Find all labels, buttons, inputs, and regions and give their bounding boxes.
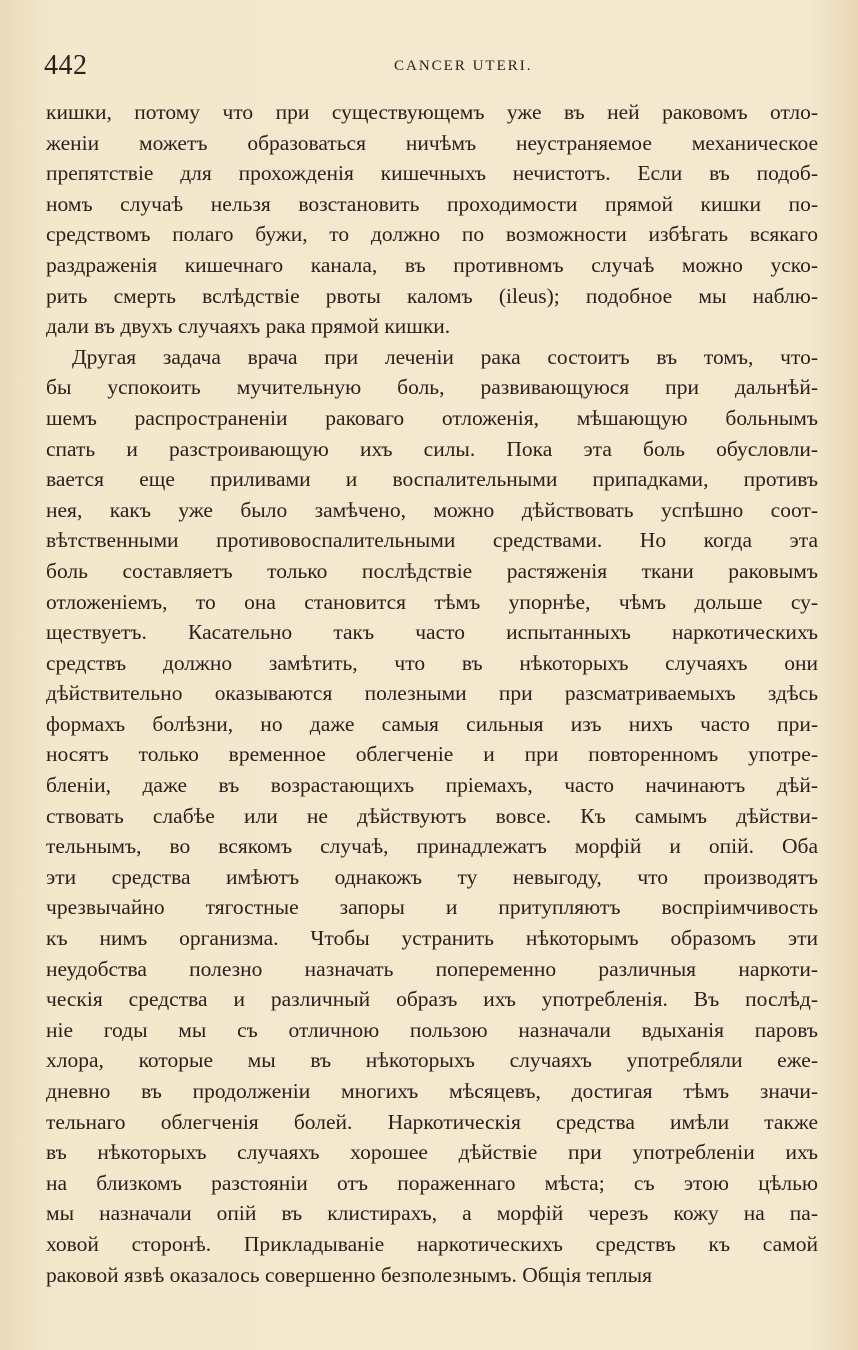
text-line: раковой язвѣ оказалось совершенно безполезнымъ. Общія теплыя: [46, 1262, 652, 1287]
text-line: шемъ распространеніи раковаго отложенія, мѣшающую больнымъ: [46, 405, 818, 430]
paragraph-start-line: Другая задача врача при леченіи рака состоитъ въ томъ, что-: [72, 344, 818, 369]
text-line: ніе годы мы съ отличною пользою назначали вдыханія паровъ: [46, 1017, 818, 1042]
text-line: тельнымъ, во всякомъ случаѣ, принадлежатъ морфій и опій. Оба: [46, 834, 818, 859]
text-line: дневно въ продолженіи многихъ мѣсяцевъ, достигая тѣмъ значи-: [46, 1079, 818, 1103]
text-line: эти средства имѣютъ однакожъ ту невыгоду, что производятъ: [46, 864, 818, 889]
text-line: дали въ двухъ случаяхъ рака прямой кишки.: [46, 314, 451, 339]
text-line: тельнаго облегченія болей. Наркотическія средства имѣли также: [46, 1109, 818, 1134]
text-line: отложеніемъ, то она становится тѣмъ упорнѣе, чѣмъ дольше су-: [46, 589, 818, 614]
text-line: ствовать слабѣе или не дѣйствуютъ вовсе. Къ самымъ дѣйстви-: [46, 803, 818, 828]
text-line: раздраженія кишечнаго канала, въ противномъ случаѣ можно уско-: [46, 252, 818, 277]
text-line: боль составляетъ только послѣдствіе растяженія ткани раковымъ: [46, 558, 818, 583]
page-number: 442: [44, 50, 88, 81]
text-line: номъ случаѣ нельзя возстановить проходимости прямой кишки по-: [46, 191, 818, 216]
text-line: препятствіе для прохожденія кишечныхъ нечистотъ. Если въ подоб-: [46, 161, 818, 186]
text-line: рить смерть вслѣдствіе рвоты каломъ (ileus); подобное мы наблю-: [46, 283, 818, 308]
text-line: средствъ должно замѣтить, что въ нѣкоторыхъ случаяхъ они: [46, 650, 818, 675]
page-header: [44, 50, 814, 82]
text-line: на близкомъ разстояніи отъ пораженнаго мѣста; съ этою цѣлью: [46, 1170, 818, 1195]
text-line: женіи можетъ образоваться ничѣмъ неустраняемое механическое: [46, 130, 818, 155]
text-line: мы назначали опій въ клистирахъ, а морфій черезъ кожу на па-: [46, 1201, 818, 1226]
text-line: нея, какъ уже было замѣчено, можно дѣйствовать успѣшно соот-: [46, 497, 818, 522]
text-line: кишки, потому что при существующемъ уже въ ней раковомъ отло-: [46, 100, 818, 124]
text-line: формахъ болѣзни, но даже самыя сильныя изъ нихъ часто при-: [46, 711, 818, 736]
text-line: чрезвычайно тягостные запоры и притупляютъ воспріимчивость: [46, 895, 818, 920]
body-text: [46, 97, 818, 1290]
text-line: спать и разстроивающую ихъ силы. Пока эта боль обусловли-: [46, 436, 818, 461]
text-line: ческія средства и различный образъ ихъ употребленія. Въ послѣд-: [46, 987, 818, 1012]
text-line: бленіи, даже въ возрастающихъ пріемахъ, часто начинаютъ дѣй-: [46, 773, 818, 798]
text-line: хлора, которые мы въ нѣкоторыхъ случаяхъ употребляли еже-: [46, 1048, 818, 1073]
text-line: ховой сторонѣ. Прикладываніе наркотическихъ средствъ къ самой: [46, 1231, 818, 1256]
text-line: бы успокоить мучительную боль, развивающуюся при дальнѣй-: [46, 375, 818, 400]
text-line: ществуетъ. Касательно такъ часто испытанныхъ наркотическихъ: [46, 620, 818, 645]
text-line: средствомъ полаго бужи, то должно по возможности избѣгать всякаго: [46, 222, 818, 247]
text-line: неудобства полезно назначать попеременно различныя наркоти-: [46, 956, 818, 981]
text-line: дѣйствительно оказываются полезными при разсматриваемыхъ здѣсь: [46, 681, 818, 706]
text-line: въ нѣкоторыхъ случаяхъ хорошее дѣйствіе при употребленіи ихъ: [46, 1140, 818, 1165]
running-title: CANCER UTERI.: [394, 58, 533, 74]
text-line: вается еще приливами и воспалительными припадками, противъ: [46, 467, 818, 492]
text-line: вѣтственными противовоспалительными средствами. Но когда эта: [46, 528, 818, 553]
text-line: къ нимъ организма. Чтобы устранить нѣкоторымъ образомъ эти: [46, 926, 818, 951]
text-line: носятъ только временное облегченіе и при повторенномъ употре-: [46, 742, 818, 767]
